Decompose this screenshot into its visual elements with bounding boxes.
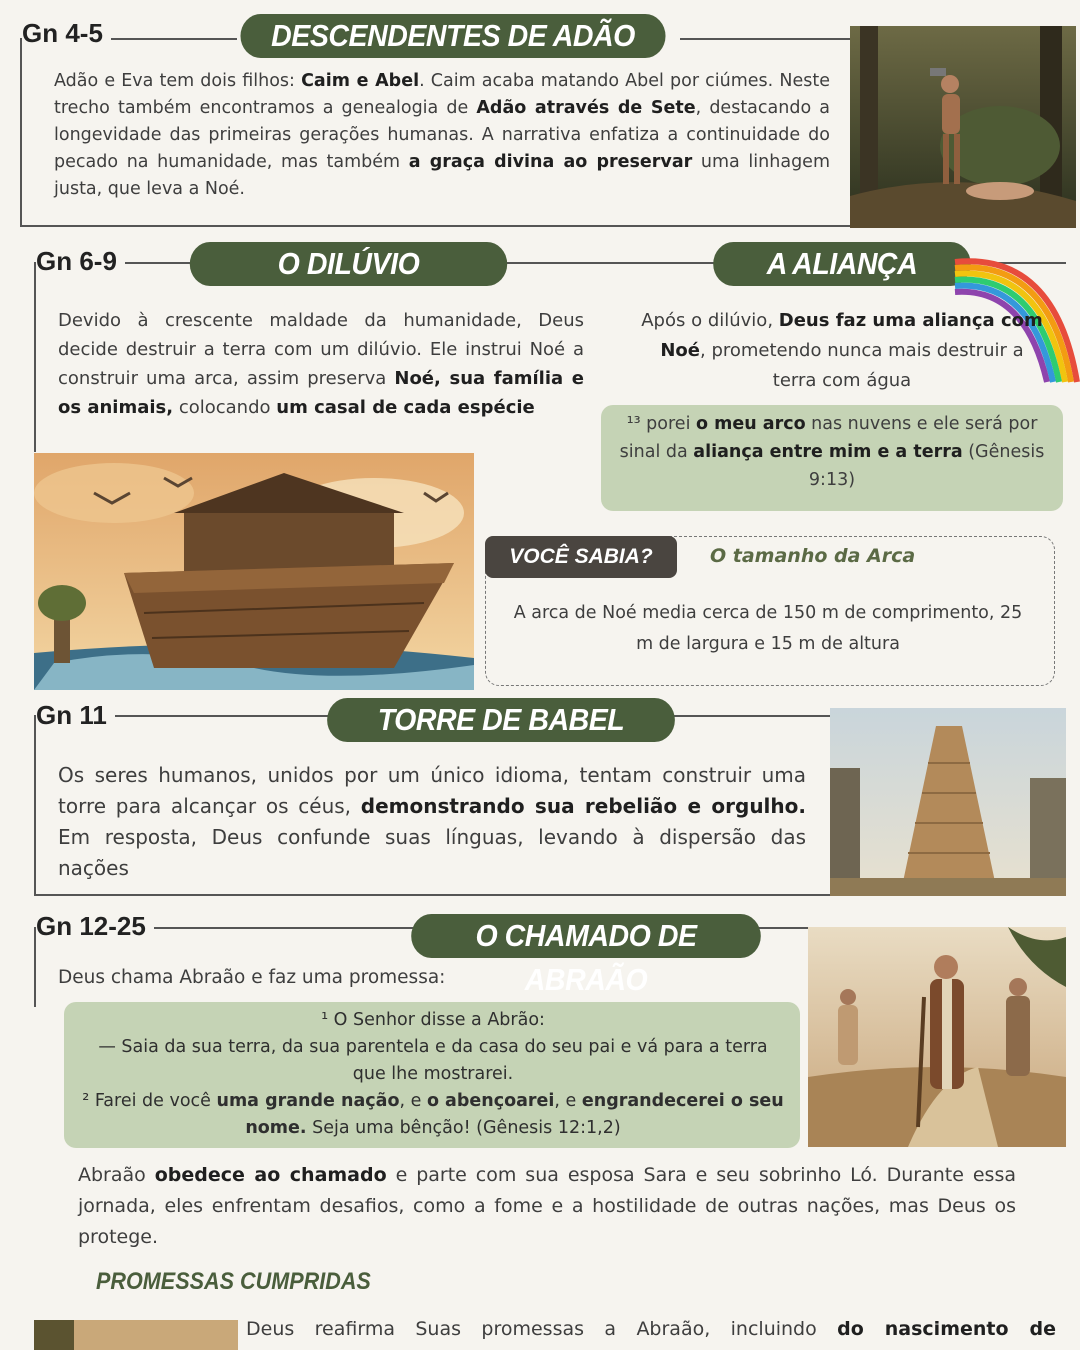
section-ref: Gn 12-25 [36,911,154,942]
text-run: (Gênesis 9:13) [808,442,1045,490]
alianca-verse [610,410,1054,494]
section-title: TORRE DE BABEL [327,698,675,742]
text-run: , destacando a longevidade das primeiras gerações humanas. A narrativa enfatiza a continuidade do pecado na humanidade, mas também [54,98,830,172]
text-run: e parte com sua esposa Sara e seu sobrinho Ló. Durante essa jornada, eles enfrentam desafios, como a fome e a hostilidade de outras nações, mas Deus os protege. [78,1164,1016,1248]
verse-line: ¹ O Senhor disse a Abrão: [321,1010,545,1030]
text-run: Seja uma bênção! (Gênesis 12:1,2) [306,1118,621,1138]
bold-text: o meu arco [696,414,806,434]
section-text [58,306,584,422]
text-run: Deus reafirma Suas promessas a Abraão, incluindo [246,1318,838,1340]
text-run: , prometendo nunca mais destruir a terra com água [700,340,1024,391]
bold-text: Caim e Abel [301,71,420,91]
abraham-journey-image [808,927,1066,1147]
section-ref: Gn 11 [36,700,115,731]
ark-image [34,453,474,690]
section-ref: Gn 4-5 [22,18,111,49]
section-text [58,760,806,884]
promise-verse [80,1007,786,1142]
text-run: ² Farei de você [82,1091,217,1111]
promise-image [34,1320,238,1350]
bold-text: Noé, sua família e os animais, [58,368,584,418]
bold-text: demonstrando sua rebelião e orgulho. [360,794,806,818]
cain-abel-image [850,26,1076,228]
section-ref: Gn 6-9 [36,246,125,277]
sabia-text: A arca de Noé media cerca de 150 m de comprimento, 25 m de largura e 15 m de altura [513,603,1023,654]
text-run: Abraão [78,1164,155,1186]
subsection-title: PROMESSAS CUMPRIDAS [96,1268,371,1295]
bold-text: o abençoarei [426,1091,555,1111]
section-text [54,68,830,203]
bold-text: engrandecerei o seu nome. [245,1091,784,1138]
bold-text: um casal de cada espécie [276,397,535,418]
section-title: DESCENDENTES DE ADÃO [240,14,665,58]
section-text [246,1315,1056,1343]
text-run: Adão e Eva tem dois filhos: [54,71,302,91]
text-run: uma linhagem justa, que leva a Noé. [54,152,830,199]
intro-text: Deus chama Abraão e faz uma promessa: [58,967,446,988]
text-run: Os seres humanos, unidos por um único idioma, tentam construir uma torre para alcançar os céus, [58,763,806,818]
text-run: colocando [173,397,277,418]
section-title: O DILÚVIO [190,242,507,286]
sabia-label: VOCÊ SABIA? [485,536,677,578]
text-run: Devido à crescente maldade da humanidade, Deus decide destruir a terra com um dilúvio. Ele instrui Noé a construir uma arca, assim preserva [58,310,584,389]
section-title: O CHAMADO DE ABRAÃO [411,914,761,958]
text-run: Após o dilúvio, [641,310,779,331]
sabia-title: O tamanho da Arca [710,545,916,567]
section-text [78,1160,1016,1253]
bold-text: a graça divina ao preservar [408,152,693,172]
verse-line: — Saia da sua terra, da sua parentela e da casa do seu pai e vá para a terra que lhe mostrarei. [98,1037,768,1084]
bold-text: uma grande nação [216,1091,400,1111]
babel-tower-image [830,708,1066,896]
text-run: , e [554,1091,582,1111]
bold-text: do nascimento de [837,1318,1056,1340]
bold-text: Adão através de Sete [476,98,696,118]
section-title-alianca: A ALIANÇA [713,242,971,286]
bold-text: obedece ao chamado [154,1164,387,1186]
text-run: , e [399,1091,427,1111]
verse-line [80,1088,786,1142]
text-run: ¹³ porei [626,414,696,434]
text-run: nas nuvens e ele será por sinal da [619,414,1038,462]
text-run: Em resposta, Deus confunde suas línguas, levando à dispersão das nações [58,825,806,880]
bold-text: aliança entre mim e a terra [693,442,963,462]
text-run: . Caim acaba matando Abel por ciúmes. Neste trecho também encontramos a genealogia de [54,71,830,118]
bold-text: Deus faz uma aliança com Noé [660,310,1043,361]
alianca-text [636,306,1048,396]
